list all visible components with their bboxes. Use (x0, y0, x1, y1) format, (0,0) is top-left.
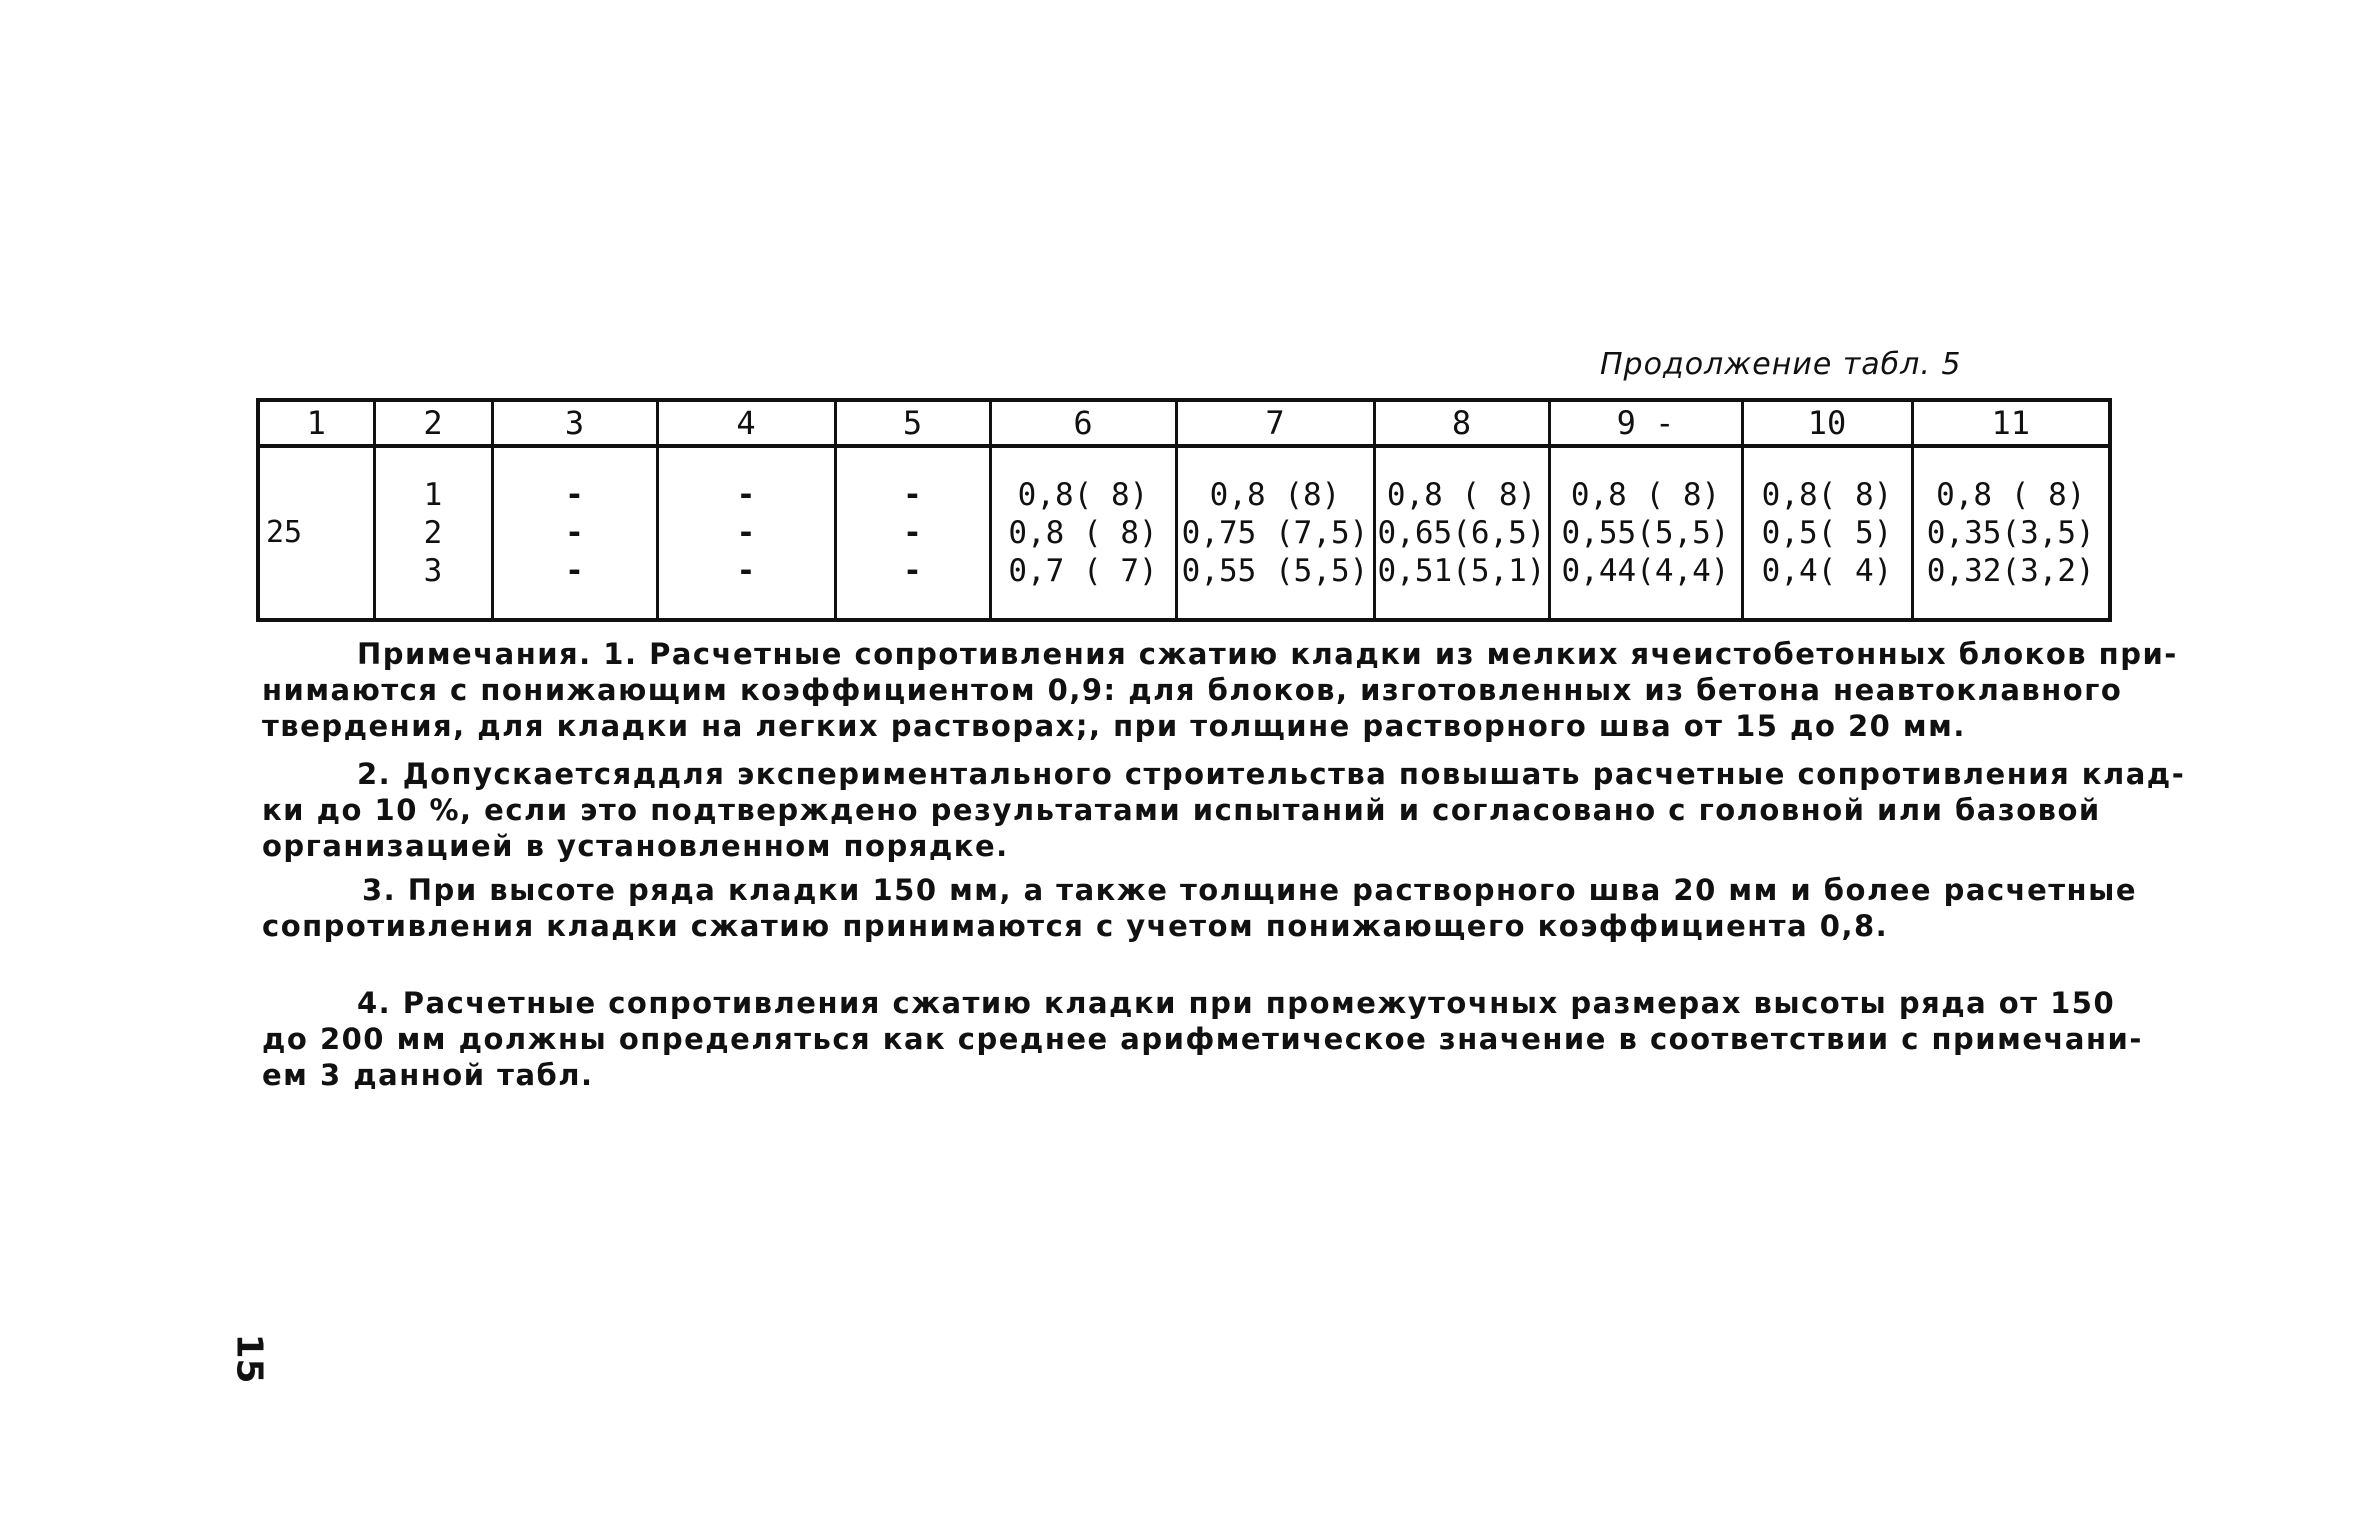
cell-c5 (835, 446, 990, 620)
cell-c11 (1912, 446, 2110, 620)
note-line: ем 3 данной табл. (262, 1058, 594, 1092)
cell-value: 0,4( 4) (1761, 553, 1893, 589)
note-3 (262, 872, 2137, 944)
cell-value: - (565, 553, 584, 589)
note-1 (262, 636, 2178, 744)
cell-value: 0,75 (7,5) (1181, 515, 1369, 551)
table-header-row (258, 400, 2110, 446)
col-header-10: 10 (1742, 400, 1912, 446)
col-header-5: 5 (835, 400, 990, 446)
col-header-8: 8 (1374, 400, 1549, 446)
cell-value: 0,8( 8) (1761, 477, 1893, 513)
cell-value: 0,32(3,2) (1926, 553, 2095, 589)
note-4 (262, 985, 2143, 1093)
col-header-6: 6 (990, 400, 1176, 446)
cell-value: 0,8 (8) (1209, 477, 1341, 513)
page-number: 15 (228, 1333, 270, 1384)
note-line: организацией в установленном порядке. (262, 829, 1009, 863)
note-line: до 200 мм должны определяться как среднее арифметическое значение в соответствии с примечани- (262, 1022, 2143, 1056)
cell-value: 2 (423, 515, 443, 551)
note-line: сопротивления кладки сжатию принимаются с учетом понижающего коэффициента 0,8. (262, 909, 1889, 943)
cell-value: - (736, 515, 756, 551)
cell-value: 0,55(5,5) (1561, 515, 1730, 551)
cell-value: - (736, 553, 756, 589)
note-line: 3. При высоте ряда кладки 150 мм, а также толщине растворного шва 20 мм и более расчетные (362, 873, 2137, 907)
cell-value: 0,55 (5,5) (1181, 553, 1369, 589)
cell-value: - (903, 553, 922, 589)
cell-value: 3 (423, 553, 443, 589)
cell-value: 0,8 ( 8) (1386, 477, 1537, 513)
cell-value: 0,35(3,5) (1926, 515, 2095, 551)
note-line: 2. Допускаетсяддля экспериментального строительства повышать расчетные сопротивления клад- (357, 757, 2186, 791)
cell-value: 0,65(6,5) (1377, 515, 1546, 551)
cell-value: 1 (423, 477, 443, 513)
cell-value: 0,8( 8) (1017, 477, 1149, 513)
cell-value: - (736, 477, 756, 513)
cell-value: 0,44(4,4) (1561, 553, 1730, 589)
note-line: твердения, для кладки на легких растворах;, при толщине растворного шва от 15 до 20 мм. (262, 709, 1966, 743)
table-caption: Продолжение табл. 5 (1600, 347, 1962, 382)
table-row (258, 446, 2110, 620)
cell-c2 (374, 446, 492, 620)
col-header-9: 9 - (1549, 400, 1742, 446)
note-line: 4. Расчетные сопротивления сжатию кладки при промежуточных размерах высоты ряда от 150 (357, 986, 2116, 1020)
cell-c3 (492, 446, 657, 620)
cell-value: - (903, 515, 922, 551)
cell-value: 0,7 ( 7) (1008, 553, 1158, 589)
cell-value: 0,8 ( 8) (1936, 477, 2086, 513)
cell-value: 0,51(5,1) (1377, 553, 1546, 589)
cell-value: - (565, 515, 584, 551)
col-header-2: 2 (374, 400, 492, 446)
cell-c1: 25 (258, 446, 374, 620)
note-line: Примечания. 1. Расчетные сопротивления сжатию кладки из мелких ячеистобетонных блоков при- (357, 637, 2178, 671)
col-header-1: 1 (258, 400, 374, 446)
note-line: ки до 10 %, если это подтверждено результатами испытаний и согласовано с головной или базовой (262, 793, 2101, 827)
cell-c9 (1549, 446, 1742, 620)
col-header-4: 4 (657, 400, 835, 446)
cell-value: 0,8 ( 8) (1570, 477, 1721, 513)
resistance-table (256, 398, 2112, 622)
cell-c6 (990, 446, 1176, 620)
cell-c7 (1176, 446, 1374, 620)
cell-c8 (1374, 446, 1549, 620)
cell-c4 (657, 446, 835, 620)
note-2 (262, 756, 2186, 864)
col-header-11: 11 (1912, 400, 2110, 446)
note-line: нимаются с понижающим коэффициентом 0,9: для блоков, изготовленных из бетона неавтоклавного (262, 673, 2123, 707)
col-header-7: 7 (1176, 400, 1374, 446)
cell-value: 0,5( 5) (1761, 515, 1893, 551)
cell-value: - (565, 477, 584, 513)
cell-c10 (1742, 446, 1912, 620)
col-header-3: 3 (492, 400, 657, 446)
cell-value: - (903, 477, 922, 513)
cell-value: 0,8 ( 8) (1008, 515, 1158, 551)
